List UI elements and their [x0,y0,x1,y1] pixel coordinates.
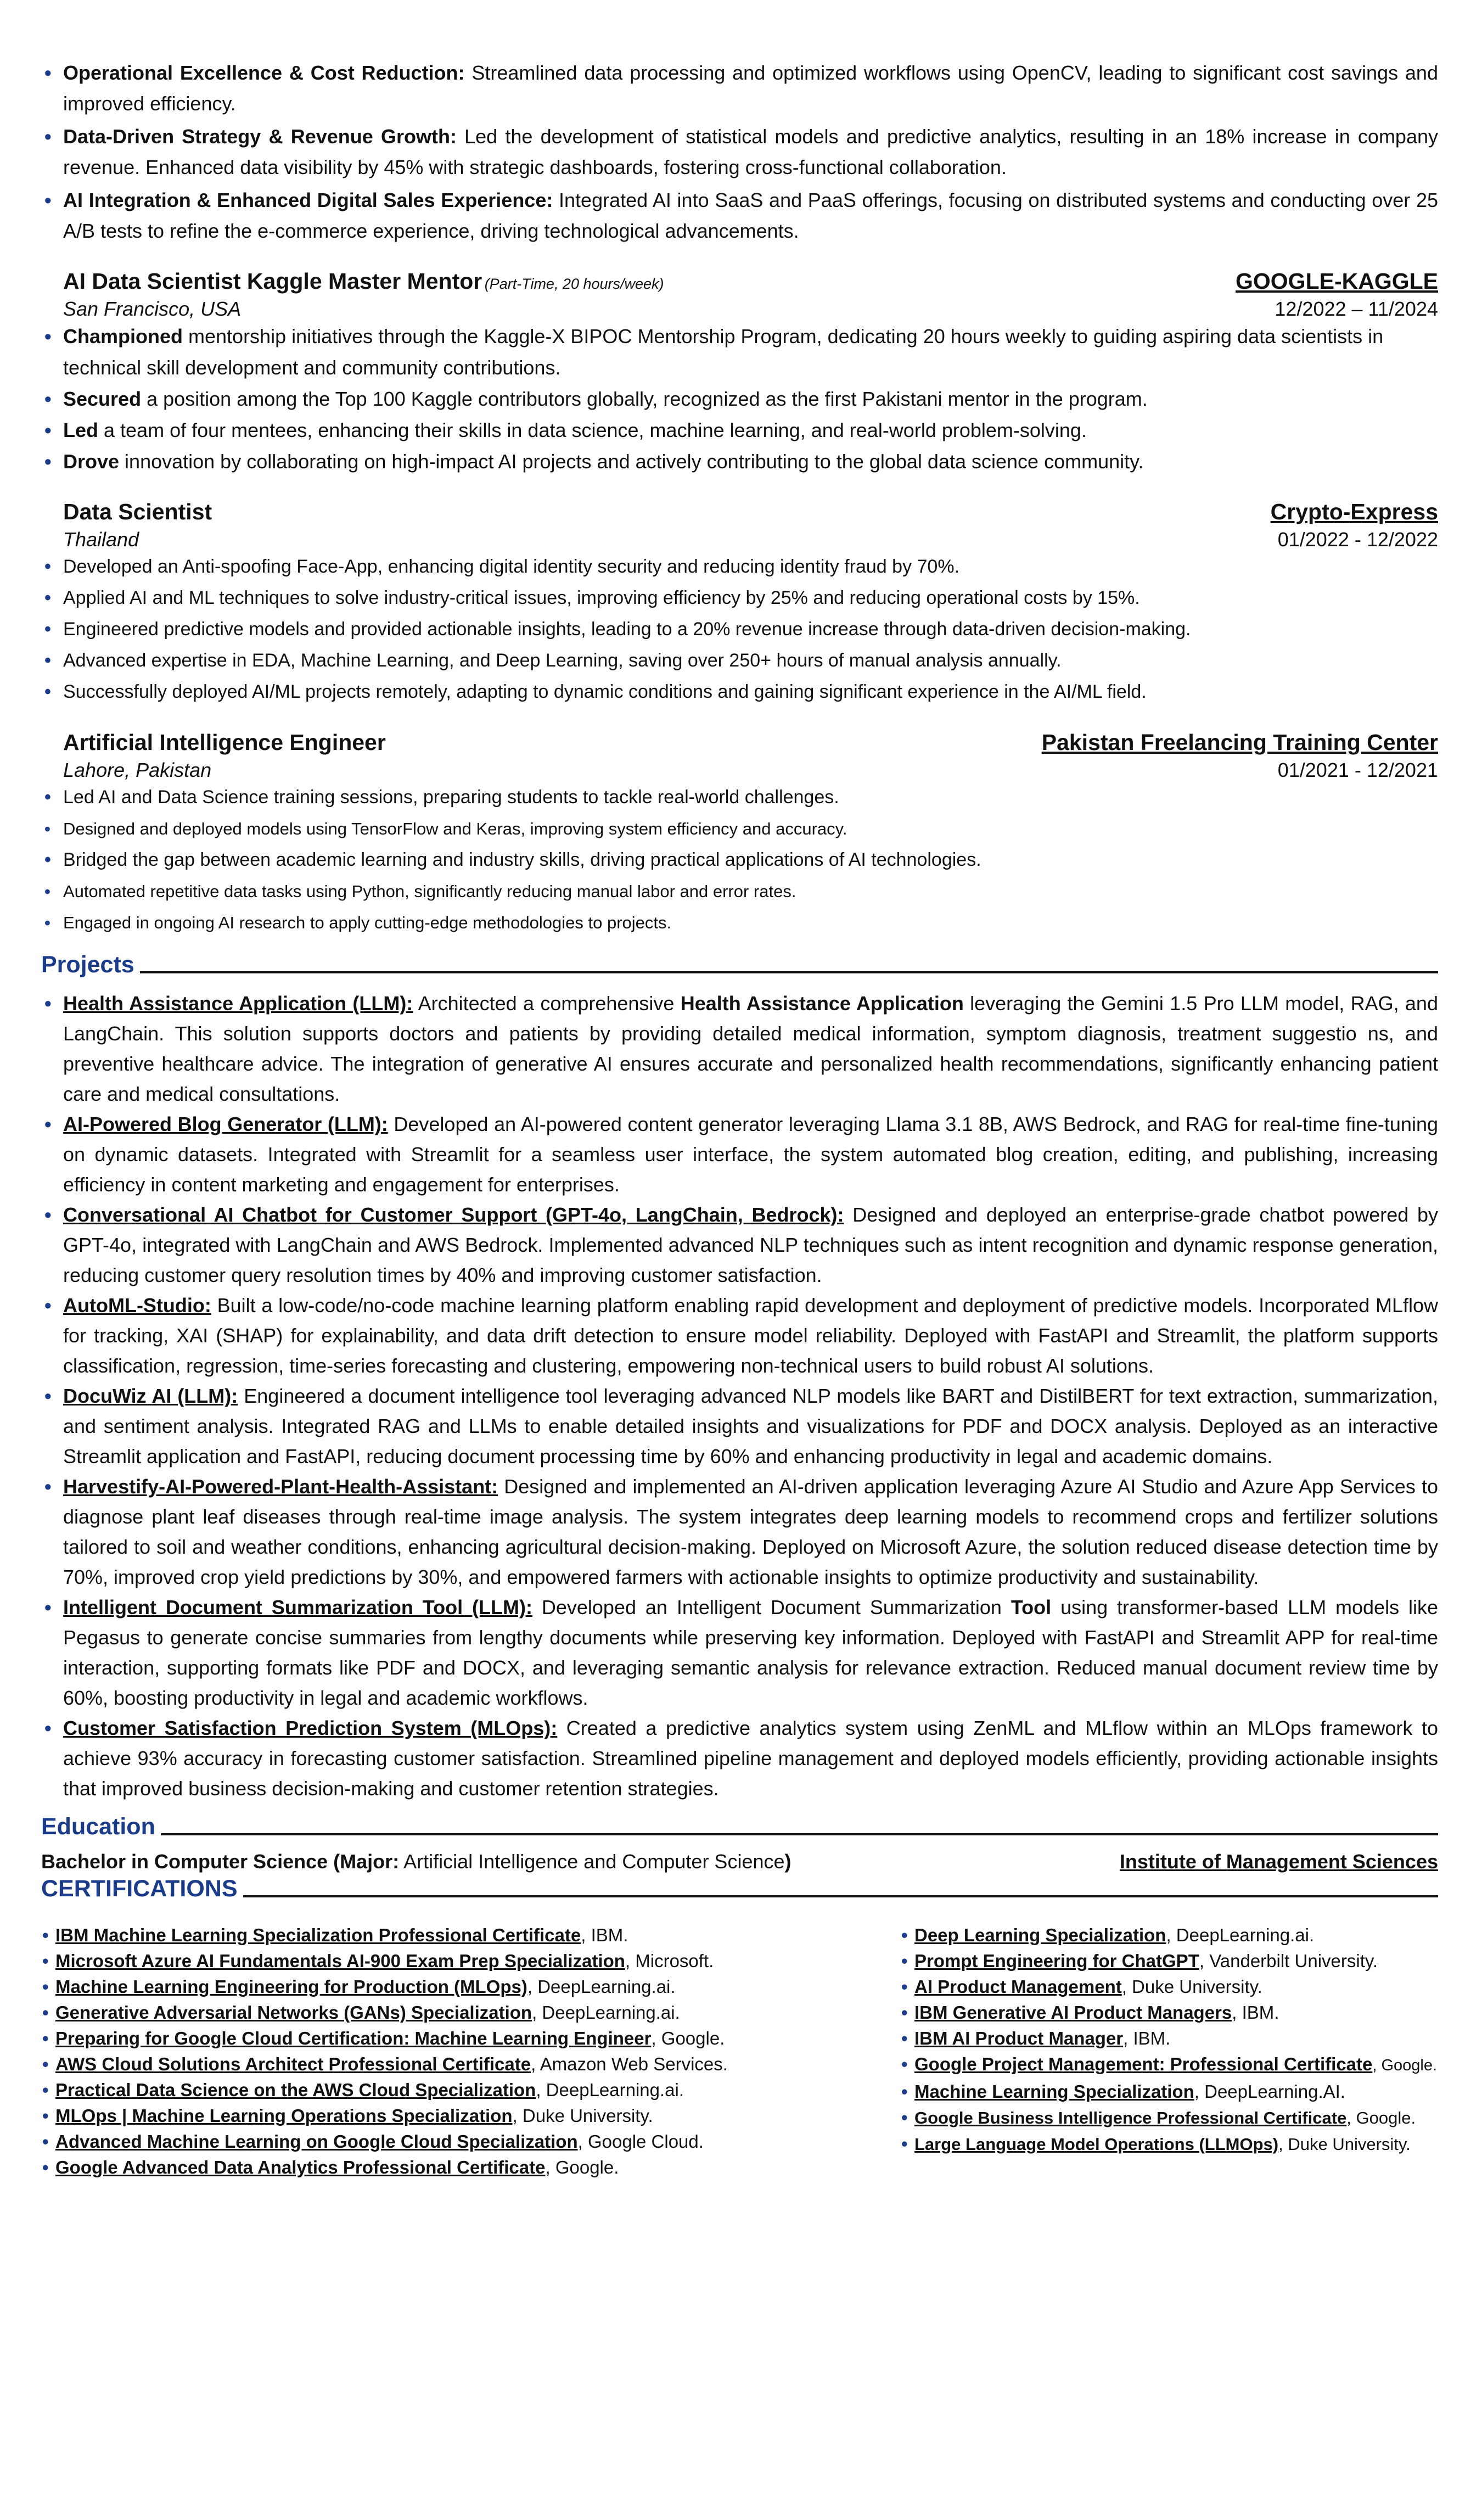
summary-bullets [41,58,1438,247]
section-rule [161,1833,1438,1835]
list-item: • Drove innovation by collaborating on high-impact AI projects and actively contributing to the global data science community. [41,446,1438,477]
certifications-header [41,1875,1438,1902]
company-name: Pakistan Freelancing Training Center [1041,730,1438,755]
list-item: • Championed mentorship initiatives through the Kaggle-X BIPOC Mentorship Program, dedicating 20 hours weekly to guiding aspiring data scientists in technical skill development and community contributions. [41,321,1438,383]
list-item: • Intelligent Document Summarization Tool (LLM): Developed an Intelligent Document Summarization Tool using transformer-based LLM models like Pegasus to generate concise summaries from lengthy documents while preserving key information. Deployed with FastAPI and Streamlit APP for real-time interaction, supporting formats like PDF and DOCX, and leveraging semantic analysis for relevance extraction. Reduced manual document review time by 60%, boosting productivity in legal and academic workflows. [41,1592,1438,1713]
list-item: • IBM Generative AI Product Managers, IBM. [900,2000,1438,2025]
projects-list [41,988,1438,1804]
list-item: • Led a team of four mentees, enhancing their skills in data science, machine learning, and real-world problem-solving. [41,415,1438,446]
education-header [41,1813,1438,1840]
job-title: Artificial Intelligence Engineer [63,730,386,755]
list-item: • Prompt Engineering for ChatGPT, Vanderbilt University. [900,1948,1438,1974]
section-title: Projects [41,951,134,978]
list-item: • Automated repetitive data tasks using Python, significantly reducing manual labor and error rates. [41,876,1438,907]
list-item: • IBM Machine Learning Specialization Professional Certificate, IBM. [41,1922,900,1948]
job-dates: 01/2022 - 12/2022 [1277,528,1438,551]
list-item: • Large Language Model Operations (LLMOps), Duke University. [900,2131,1438,2157]
company-name: GOOGLE-KAGGLE [1236,268,1438,294]
list-item: • Practical Data Science on the AWS Cloud Specialization, DeepLearning.ai. [41,2077,900,2103]
certifications-grid [41,1922,1438,2180]
list-item: • Preparing for Google Cloud Certification: Machine Learning Engineer, Google. [41,2025,900,2051]
resume-content [41,58,1438,2180]
list-item: • Deep Learning Specialization, DeepLearning.ai. [900,1922,1438,1948]
list-item: • AI Product Management, Duke University. [900,1974,1438,2000]
list-item: • DocuWiz AI (LLM): Engineered a document intelligence tool leveraging advanced NLP models like BART and DistilBERT for text extraction, summarization, and sentiment analysis. Integrated RAG and LLMs to enable detailed insights and visualizations for PDF and DOCX analysis. Deployed as an interactive Streamlit application and FastAPI, reducing document processing time by 60% and enhancing productivity in legal and academic domains. [41,1381,1438,1471]
list-item: • AWS Cloud Solutions Architect Professional Certificate, Amazon Web Services. [41,2051,900,2077]
job-dates: 01/2021 - 12/2021 [1277,759,1438,781]
job-title: Data Scientist [63,499,212,524]
list-item: • Advanced expertise in EDA, Machine Learning, and Deep Learning, saving over 250+ hours of manual analysis annually. [41,645,1438,676]
list-item: • Google Advanced Data Analytics Professional Certificate, Google. [41,2154,900,2180]
list-item: • Engaged in ongoing AI research to apply cutting-edge methodologies to projects. [41,907,1438,938]
job-title: AI Data Scientist Kaggle Master Mentor (Part-Time, 20 hours/week) [63,268,664,294]
company-name: Crypto-Express [1270,499,1438,524]
list-item: • Secured a position among the Top 100 Kaggle contributors globally, recognized as the first Pakistani mentor in the program. [41,383,1438,415]
section-title: Education [41,1813,155,1840]
section-title: CERTIFICATIONS [41,1875,238,1902]
list-item: • Google Business Intelligence Professional Certificate, Google. [900,2104,1438,2131]
list-item: • AI Integration & Enhanced Digital Sales Experience: Integrated AI into SaaS and PaaS offerings, focusing on distributed systems and conducting over 25 A/B tests to refine the e-commerce experience, driving technological advancements. [41,185,1438,247]
job-crypto-express [41,499,1438,708]
list-item: • AI-Powered Blog Generator (LLM): Developed an AI-powered content generator leveraging Llama 3.1 8B, AWS Bedrock, and RAG for real-time fine-tuning on dynamic datasets. Integrated with Streamlit for a seamless user interface, the system automated blog creation, editing, and publishing, increasing efficiency in content marketing and engagement for enterprises. [41,1109,1438,1200]
job-kaggle [41,268,1438,477]
list-item: • Generative Adversarial Networks (GANs) Specialization, DeepLearning.ai. [41,2000,900,2025]
list-item: • MLOps | Machine Learning Operations Specialization, Duke University. [41,2103,900,2129]
job-dates: 12/2022 – 11/2024 [1275,298,1438,320]
list-item: • Advanced Machine Learning on Google Cloud Specialization, Google Cloud. [41,2129,900,2154]
list-item: • Engineered predictive models and provided actionable insights, leading to a 20% revenue increase through data-driven decision-making. [41,614,1438,645]
list-item: • Machine Learning Engineering for Production (MLOps), DeepLearning.ai. [41,1974,900,2000]
list-item: • Conversational AI Chatbot for Customer Support (GPT-4o, LangChain, Bedrock): Designed and deployed an enterprise-grade chatbot powered by GPT-4o, integrated with LangChain and AWS Bedrock. Implemented advanced NLP techniques such as intent recognition and dynamic response generation, reducing customer query resolution times by 40% and improving customer satisfaction. [41,1200,1438,1290]
list-item: • Developed an Anti-spoofing Face-App, enhancing digital identity security and reducing identity fraud by 70%. [41,551,1438,583]
job-location: Lahore, Pakistan [63,759,212,781]
list-item: • Google Project Management: Professional Certificate, Google. [900,2051,1438,2079]
list-item: • Successfully deployed AI/ML projects remotely, adapting to dynamic conditions and gaining significant experience in the AI/ML field. [41,676,1438,708]
list-item: • Operational Excellence & Cost Reduction: Streamlined data processing and optimized workflows using OpenCV, leading to significant cost savings and improved efficiency. [41,58,1438,119]
list-item: • Microsoft Azure AI Fundamentals AI-900 Exam Prep Specialization, Microsoft. [41,1948,900,1974]
certifications-left-column [41,1922,900,2180]
list-item: • Harvestify-AI-Powered-Plant-Health-Assistant: Designed and implemented an AI-driven application leveraging Azure AI Studio and Azure App Services to diagnose plant leaf diseases through real-time image analysis. The system integrates deep learning models to recommend crops and fertilizer solutions tailored to soil and weather conditions, enhancing agricultural decision-making. Deployed on Microsoft Azure, the solution reduced disease detection time by 70%, improved crop yield predictions by 30%, and empowered farmers with actionable insights to optimize productivity and sustainability. [41,1471,1438,1592]
job-pftc [41,730,1438,938]
job-bullets [41,321,1438,477]
job-bullets [41,782,1438,938]
section-rule [140,971,1438,973]
list-item: • Machine Learning Specialization, DeepLearning.AI. [900,2079,1438,2104]
list-item: • Designed and deployed models using TensorFlow and Keras, improving system efficiency and accuracy. [41,813,1438,844]
list-item: • Led AI and Data Science training sessions, preparing students to tackle real-world challenges. [41,782,1438,813]
list-item: • IBM AI Product Manager, IBM. [900,2025,1438,2051]
list-item: • Data-Driven Strategy & Revenue Growth: Led the development of statistical models and predictive analytics, resulting in an 18% increase in company revenue. Enhanced data visibility by 45% with strategic dashboards, fostering cross-functional collaboration. [41,121,1438,183]
job-location: San Francisco, USA [63,298,242,320]
list-item: • Bridged the gap between academic learning and industry skills, driving practical applications of AI technologies. [41,844,1438,876]
institution-name: Institute of Management Sciences [1119,1850,1438,1873]
education-row [41,1850,1438,1873]
projects-header [41,951,1438,978]
job-location: Thailand [63,528,139,551]
section-rule [243,1895,1438,1897]
degree: Bachelor in Computer Science (Major: Artificial Intelligence and Computer Science) [41,1850,791,1873]
list-item: • Applied AI and ML techniques to solve industry-critical issues, improving efficiency by 25% and reducing operational costs by 15%. [41,583,1438,614]
list-item: • Customer Satisfaction Prediction System (MLOps): Created a predictive analytics system using ZenML and MLflow within an MLOps framework to achieve 93% accuracy in forecasting customer satisfaction. Streamlined pipeline management and deployed models efficiently, providing actionable insights that improved business decision-making and customer retention strategies. [41,1713,1438,1804]
list-item: • Health Assistance Application (LLM): Architected a comprehensive Health Assistance Application leveraging the Gemini 1.5 Pro LLM model, RAG, and LangChain. This solution supports doctors and patients by providing detailed medical information, symptom diagnosis, treatment suggestio ns, and preventive healthcare advice. The integration of generative AI ensures accurate and personalized health recommendations, significantly enhancing patient care and medical consultations. [41,988,1438,1109]
job-bullets [41,551,1438,708]
list-item: • AutoML-Studio: Built a low-code/no-code machine learning platform enabling rapid development and deployment of predictive models. Incorporated MLflow for tracking, XAI (SHAP) for explainability, and data drift detection to ensure model reliability. Deployed with FastAPI and Streamlit, the platform supports classification, regression, time-series forecasting and clustering, empowering non-technical users to build robust AI solutions. [41,1290,1438,1381]
certifications-right-column [900,1922,1438,2180]
